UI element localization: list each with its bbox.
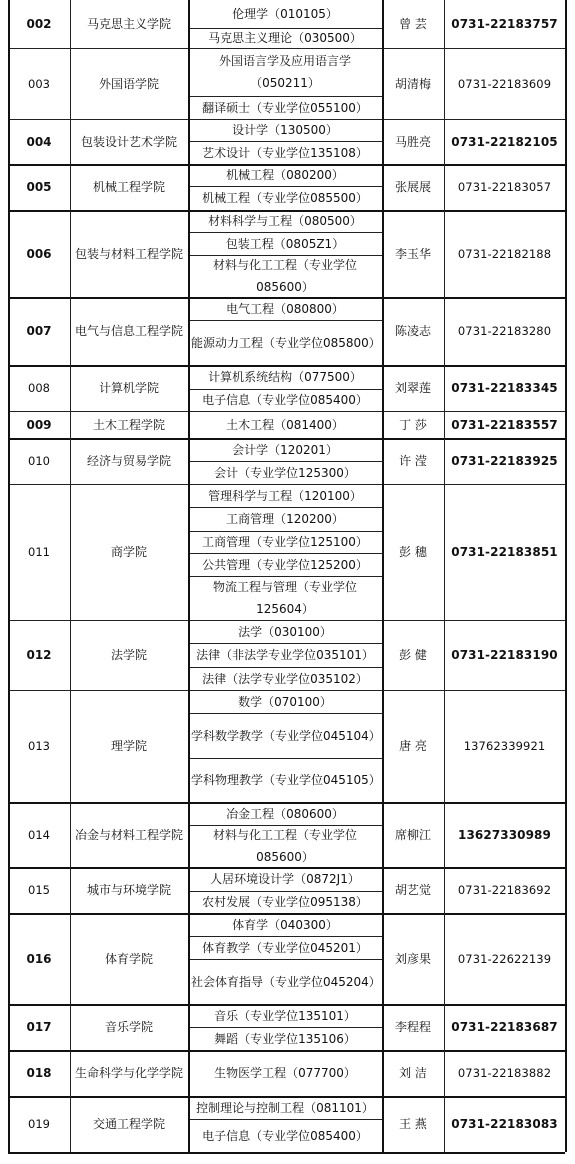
college-code: 008 — [28, 381, 50, 395]
contact-name: 刘彦果 — [394, 951, 431, 966]
college-name: 法学院 — [110, 648, 147, 662]
contact-name: 李玉华 — [394, 246, 431, 261]
specialty-item: 电子信息（专业学位085400） — [202, 393, 368, 407]
contact-phone: 13627330989 — [458, 827, 551, 842]
specialty-item: 土木工程（081400） — [226, 417, 344, 432]
contact-phone: 0731-22182105 — [451, 134, 558, 149]
college-code: 005 — [26, 180, 52, 194]
specialty-divider — [188, 389, 382, 390]
specialty-item: 法律（非法学专业学位035101） — [196, 648, 374, 662]
specialty-divider — [188, 553, 382, 554]
college-name: 电气与信息工程学院 — [74, 324, 183, 338]
college-code: 009 — [26, 417, 52, 432]
contact-name: 刘翠莲 — [394, 381, 431, 395]
table-bottom-border — [8, 1152, 565, 1154]
specialty-item: 会计学（120201） — [232, 442, 338, 457]
specialty-item: 冶金工程（080600） — [226, 806, 344, 821]
college-code: 010 — [28, 454, 50, 468]
contact-phone: 13762339921 — [463, 739, 546, 753]
specialty-divider — [188, 186, 382, 187]
college-name: 理学院 — [110, 739, 147, 753]
contact-name: 丁 莎 — [399, 417, 427, 432]
specialty-divider — [188, 232, 382, 233]
column-divider — [70, 0, 71, 1152]
specialty-divider — [188, 959, 382, 960]
contact-name: 陈凌志 — [394, 324, 431, 338]
college-code: 007 — [26, 324, 52, 338]
specialty-item: 电子信息（专业学位085400） — [202, 1128, 368, 1143]
specialty-item: 生物医学工程（077700） — [214, 1066, 356, 1080]
contact-phone: 0731-22183557 — [451, 417, 558, 432]
college-code: 019 — [28, 1117, 50, 1131]
specialty-item: 艺术设计（专业学位135108） — [202, 145, 368, 160]
specialty-item: 农村发展（专业学位095138） — [202, 895, 368, 909]
specialty-item: 外国语言学及应用语言学（050211） — [218, 54, 351, 90]
specialty-divider — [188, 758, 382, 759]
specialty-item: 材料与化工工程（专业学位085600） — [212, 828, 357, 864]
specialty-item: 设计学（130500） — [232, 123, 338, 137]
contact-name: 唐 亮 — [399, 739, 427, 753]
column-divider — [382, 0, 384, 1152]
specialty-item: 法学（030100） — [238, 624, 332, 639]
contact-name: 张展展 — [394, 180, 431, 194]
specialty-item: 社会体育指导（专业学位045204） — [191, 974, 381, 989]
specialty-item: 管理科学与工程（120100） — [208, 488, 362, 503]
college-name: 冶金与材料工程学院 — [74, 827, 183, 842]
specialty-item: 物流工程与管理（专业学位125604） — [212, 580, 357, 616]
college-name: 经济与贸易学院 — [86, 454, 171, 468]
contact-phone: 0731-22183345 — [451, 381, 558, 395]
specialty-item: 体育教学（专业学位045201） — [202, 940, 368, 955]
contact-name: 李程程 — [394, 1020, 431, 1034]
specialty-divider — [188, 825, 382, 826]
specialty-item: 机械工程（080200） — [226, 168, 344, 182]
specialty-item: 公共管理（专业学位125200） — [202, 557, 368, 572]
specialty-divider — [188, 255, 382, 256]
contact-name: 彭 穗 — [399, 545, 427, 559]
college-name: 外国语学院 — [98, 76, 159, 91]
specialty-item: 数学（070100） — [238, 694, 332, 709]
specialty-item: 学科数学教学（专业学位045104） — [191, 728, 381, 743]
college-name: 音乐学院 — [104, 1020, 153, 1034]
specialty-divider — [188, 531, 382, 532]
college-name: 商学院 — [110, 545, 147, 559]
college-code: 011 — [28, 545, 50, 559]
specialty-divider — [188, 667, 382, 668]
specialty-divider — [188, 461, 382, 462]
contact-phone: 0731-22622139 — [457, 951, 552, 966]
contact-name: 刘 洁 — [399, 1066, 427, 1080]
specialty-item: 包装工程（0805Z1） — [225, 236, 345, 251]
specialty-item: 舞蹈（专业学位135106） — [214, 1031, 356, 1046]
specialty-item: 电气工程（080800） — [226, 301, 344, 316]
contact-phone: 0731-22183190 — [451, 648, 558, 662]
college-code: 004 — [26, 134, 52, 149]
college-code: 014 — [28, 827, 50, 842]
contact-name: 胡艺觉 — [394, 883, 431, 897]
college-name: 计算机学院 — [98, 381, 159, 395]
contact-name: 许 滢 — [399, 454, 427, 468]
contact-phone: 0731-22183687 — [451, 1020, 558, 1034]
column-divider — [444, 0, 445, 1152]
specialty-divider — [188, 576, 382, 577]
college-code: 012 — [26, 648, 52, 662]
college-code: 003 — [28, 76, 50, 91]
specialty-item: 翻译硕士（专业学位055100） — [202, 100, 368, 115]
college-code: 016 — [26, 951, 52, 966]
specialty-divider — [188, 28, 382, 29]
college-code: 015 — [28, 883, 50, 897]
contact-phone: 0731-22183083 — [451, 1117, 558, 1131]
college-name: 机械工程学院 — [92, 180, 165, 194]
specialty-item: 会计（专业学位125300） — [214, 465, 356, 480]
contact-name: 胡清梅 — [394, 76, 431, 91]
college-name: 包装设计艺术学院 — [80, 134, 177, 149]
specialty-item: 工商管理（120200） — [226, 512, 344, 526]
specialty-item: 马克思主义理论（030500） — [208, 31, 362, 45]
college-name: 城市与环境学院 — [86, 883, 171, 897]
specialty-item: 法律（法学专业学位035102） — [202, 671, 368, 686]
specialty-item: 人居环境设计学（0872J1） — [210, 872, 360, 886]
specialty-item: 工商管理（专业学位125100） — [202, 535, 368, 549]
college-code: 017 — [26, 1020, 52, 1034]
specialty-divider — [188, 1119, 382, 1120]
table-left-border — [8, 0, 10, 1152]
contact-phone: 0731-22183757 — [451, 17, 558, 31]
college-name: 包装与材料工程学院 — [74, 246, 183, 261]
contact-name: 彭 健 — [399, 648, 427, 662]
specialty-item: 学科物理教学（专业学位045105） — [191, 773, 381, 787]
college-code: 013 — [28, 739, 50, 753]
contact-name: 马胜亮 — [394, 134, 431, 149]
specialty-divider — [188, 96, 382, 97]
college-name: 体育学院 — [104, 951, 153, 966]
specialty-item: 体育学（040300） — [232, 917, 338, 932]
specialty-item: 材料与化工工程（专业学位085600） — [212, 258, 357, 294]
college-code: 006 — [26, 246, 52, 261]
table-right-border — [565, 0, 567, 1152]
contact-name: 曾 芸 — [399, 17, 427, 31]
specialty-divider — [188, 891, 382, 892]
contact-name: 王 燕 — [399, 1117, 427, 1131]
specialty-item: 计算机系统结构（077500） — [208, 370, 362, 384]
contact-phone: 0731-22183057 — [457, 180, 552, 194]
specialty-item: 机械工程（专业学位085500） — [202, 191, 368, 205]
specialty-divider — [188, 320, 382, 321]
contact-phone: 0731-22183882 — [457, 1066, 552, 1080]
contact-phone: 0731-22182188 — [457, 246, 552, 261]
college-name: 马克思主义学院 — [86, 17, 171, 31]
specialty-divider — [188, 1027, 382, 1028]
column-divider — [188, 0, 190, 1152]
specialty-divider — [188, 141, 382, 142]
contact-phone: 0731-22183851 — [451, 545, 558, 559]
college-code: 002 — [26, 17, 52, 31]
contact-phone: 0731-22183280 — [457, 324, 552, 338]
college-name: 交通工程学院 — [92, 1117, 165, 1131]
specialty-divider — [188, 507, 382, 508]
college-name: 土木工程学院 — [92, 417, 165, 432]
specialty-item: 材料科学与工程（080500） — [208, 214, 362, 228]
college-code: 018 — [26, 1066, 52, 1080]
specialty-item: 音乐（专业学位135101） — [214, 1008, 356, 1023]
contact-phone: 0731-22183925 — [451, 454, 558, 468]
contact-phone: 0731-22183609 — [457, 76, 552, 91]
specialty-divider — [188, 643, 382, 644]
college-name: 生命科学与化学学院 — [74, 1066, 183, 1080]
contact-phone: 0731-22183692 — [457, 883, 552, 897]
specialty-item: 控制理论与控制工程（081101） — [196, 1100, 374, 1115]
contact-name: 席柳江 — [394, 827, 431, 842]
specialty-item: 伦理学（010105） — [232, 7, 338, 21]
specialty-divider — [188, 713, 382, 714]
specialty-item: 能源动力工程（专业学位085800） — [191, 335, 381, 350]
specialty-divider — [188, 936, 382, 937]
